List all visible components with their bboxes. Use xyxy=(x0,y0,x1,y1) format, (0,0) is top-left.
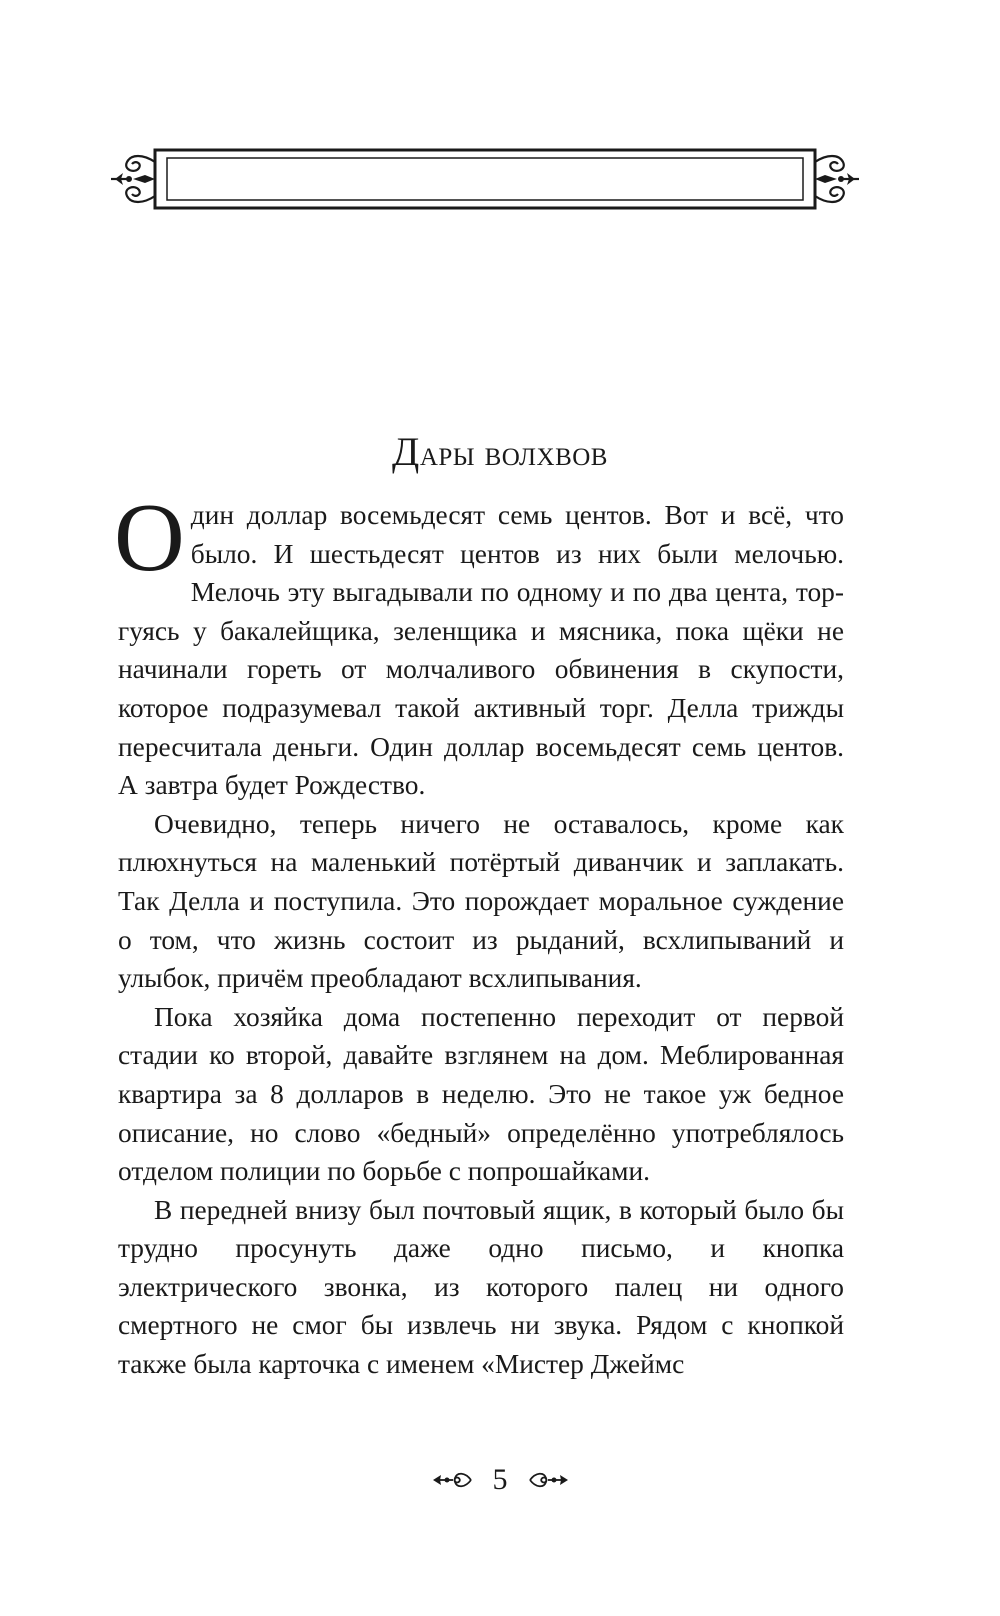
paragraph-4: В передней внизу был почтовый ящик, в который было бы трудно просунуть даже одно письмо, и кнопка электрического звонка, из которого палец ни одного смертного не смог бы извлечь ни звука. Рядом с кнопкой также была карточка с именем «Мистер Джеймс xyxy=(118,1194,844,1380)
ornamental-frame-icon xyxy=(105,140,865,220)
paragraph-3: Пока хозяйка дома постепенно переходит от первой стадии ко второй, давайте взглянем на дом. Меблированная квартира за 8 долларов в неделю. Это не такое уж бедное описание, но слово «бедный» определённо употреблялось отделом полиции по борьбе с попрошайками. xyxy=(118,1001,844,1187)
paragraph-1-text: дин доллар восемьдесят семь центов. Вот и всё, что было. И шестьдесят центов из них были мелочью. Мелочь эту выгадывали по одному и по два цента, торгуясь у бакалейщика, зеленщика и мясника, пока щёки не начинали гореть от молчаливого обвинения в скупости, которое подразумевал такой активный торг. Делла трижды пересчитала деньги. Один доллар восемьдесят семь центов. А завтра будет Рождество. xyxy=(118,500,844,801)
page-number: 5 xyxy=(492,1463,508,1496)
page-footer xyxy=(0,1460,1000,1500)
story-text xyxy=(114,484,844,1384)
chapter-title-initial: Д xyxy=(392,429,420,474)
paragraph-2: Очевидно, теперь ничего не оставалось, кроме как плюхнуться на маленький потёртый диванчик и заплакать. Так Делла и поступила. Это порождает моральное суждение о том, что жизнь состоит из рыданий, всхлипываний и улыбок, причём преобладают всхлипывания. xyxy=(118,808,844,994)
drop-cap: О xyxy=(114,484,185,592)
paragraph-1 xyxy=(114,484,844,805)
left-flourish-icon xyxy=(431,1468,475,1492)
header-ornament xyxy=(105,140,865,220)
right-flourish-icon xyxy=(526,1468,570,1492)
chapter-title-rest: ары волхвов xyxy=(419,433,608,473)
chapter-title xyxy=(0,428,1000,475)
